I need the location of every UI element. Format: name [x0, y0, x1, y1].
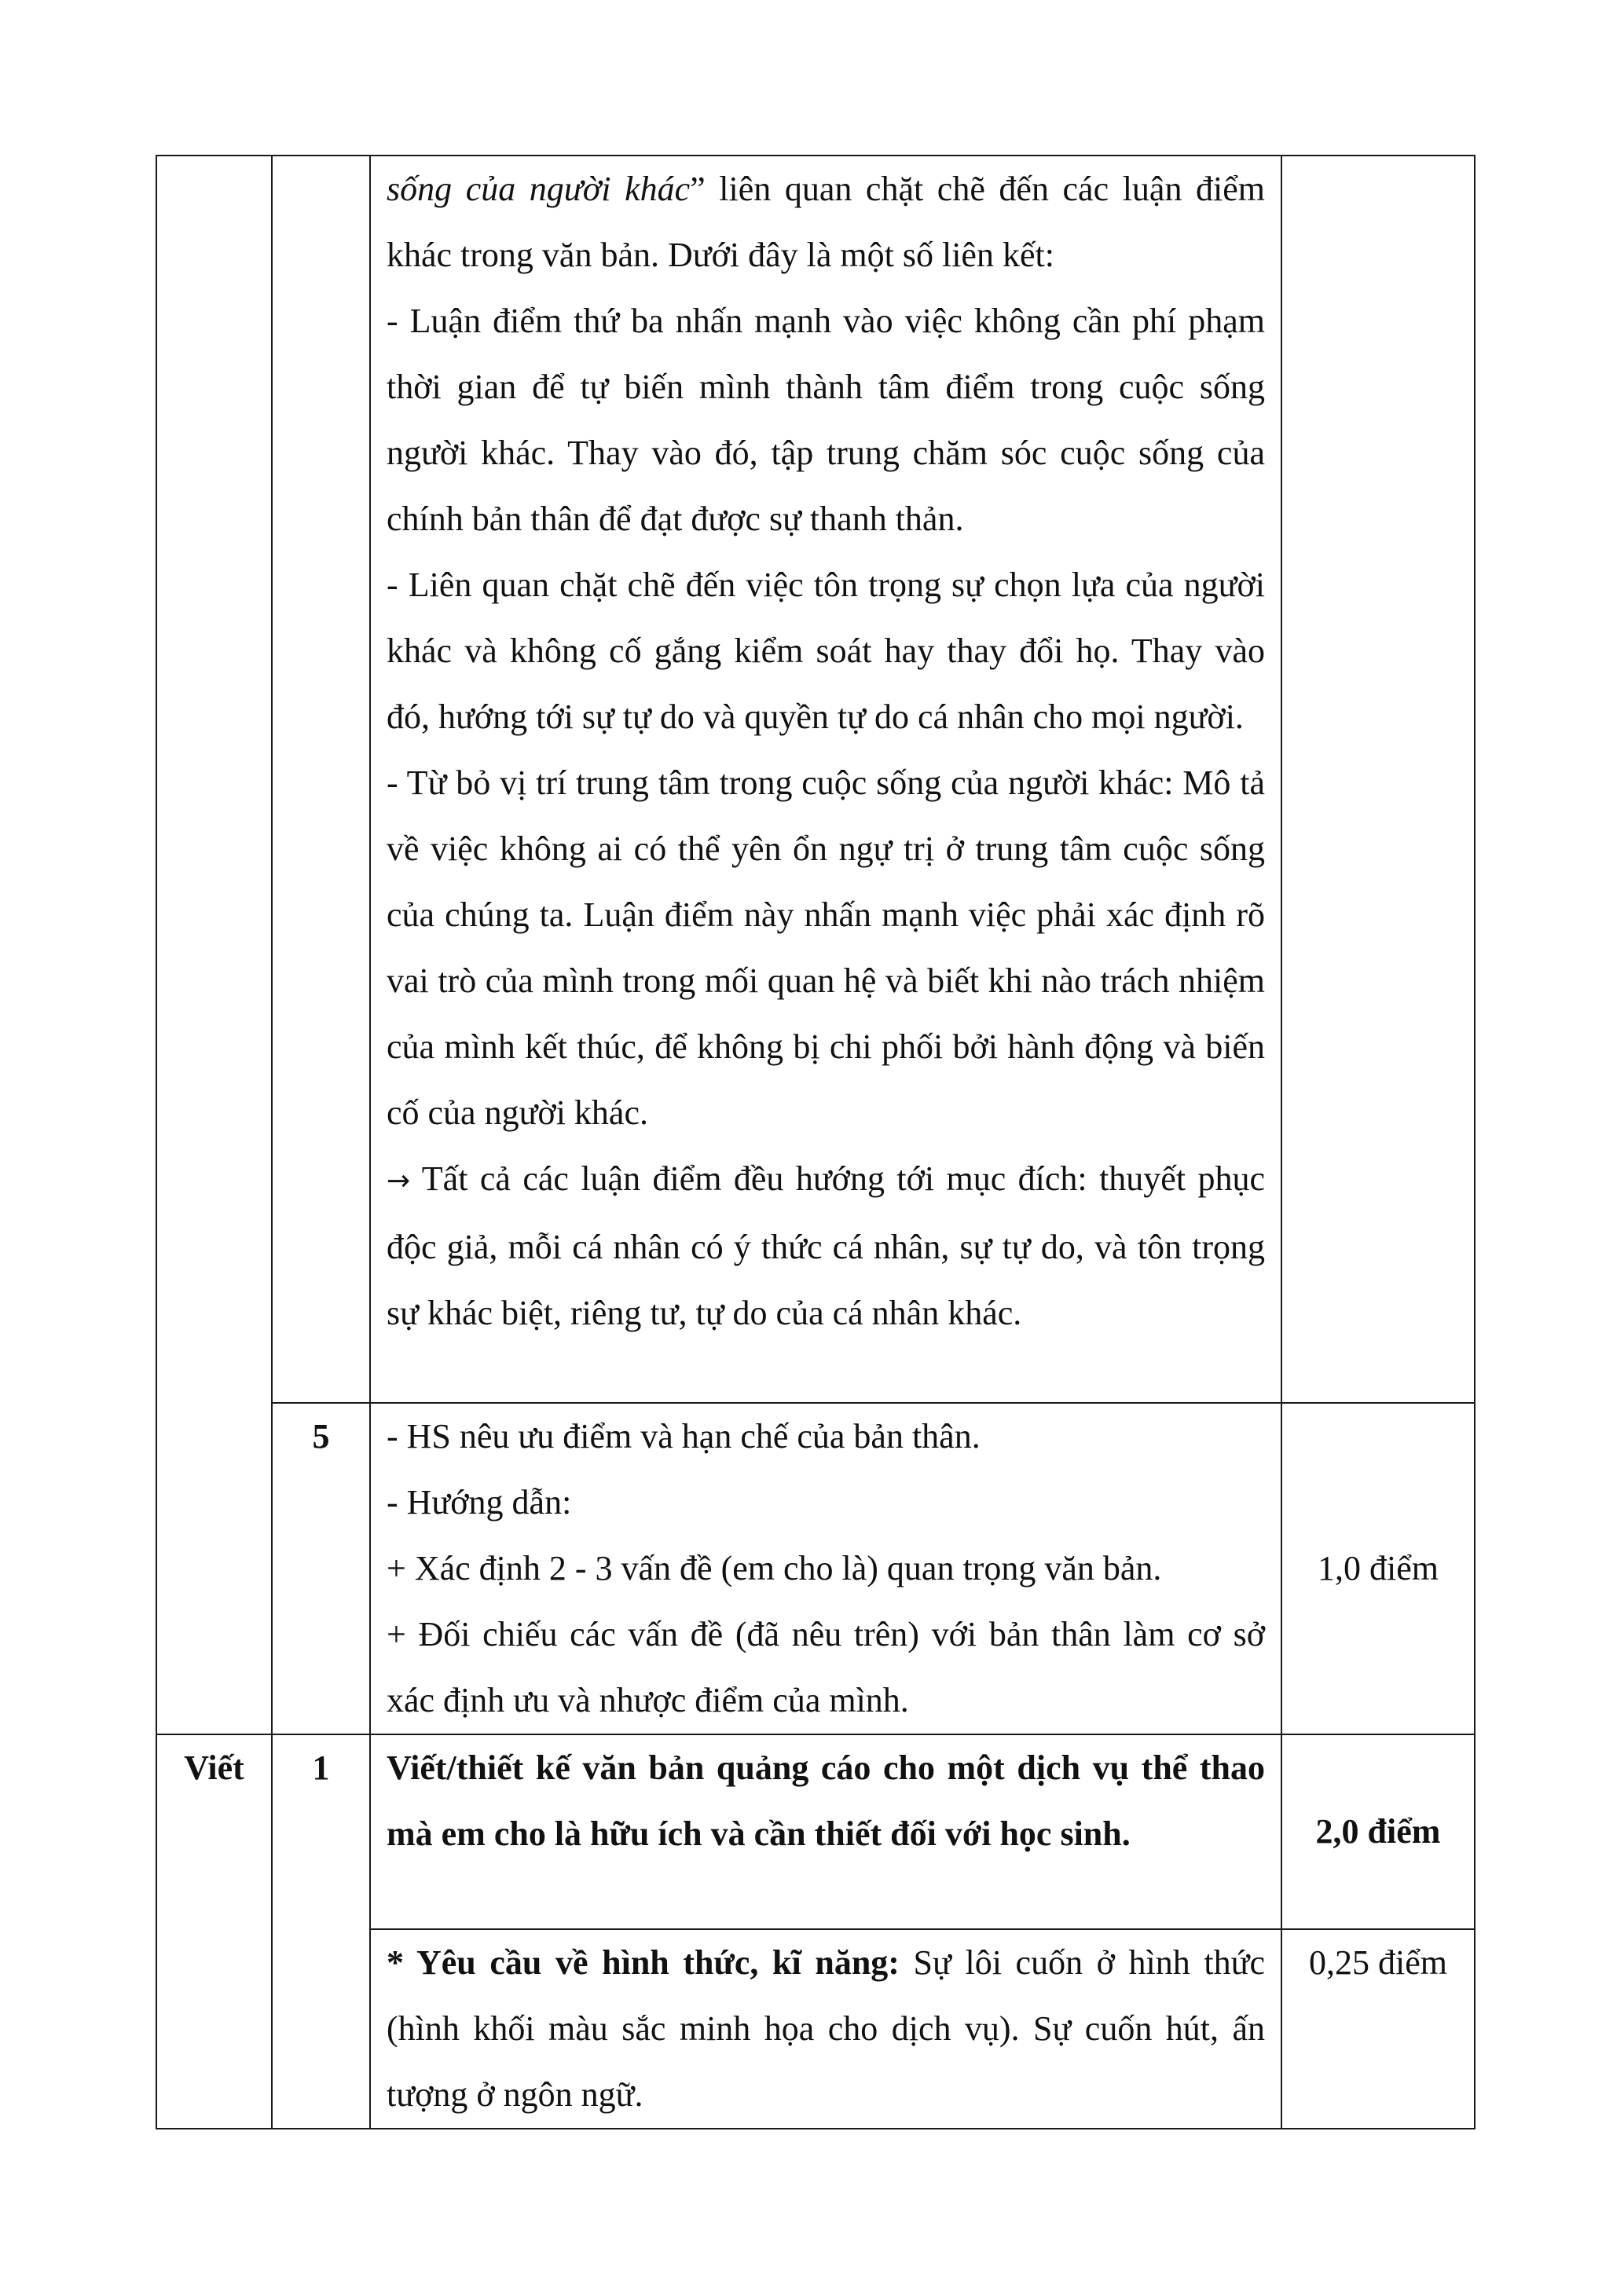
section-cell: Viết	[156, 1734, 272, 2129]
score-cell	[1281, 156, 1475, 1403]
score-cell: 2,0 điểm	[1281, 1734, 1475, 1929]
score-cell: 1,0 điểm	[1281, 1403, 1475, 1734]
writing-prompt-cell	[370, 1734, 1281, 1929]
question-number-cell	[272, 156, 370, 1403]
requirement-paragraph	[387, 1930, 1265, 2128]
question-number-cell: 5	[272, 1403, 370, 1734]
point-paragraph: - Luận điểm thứ ba nhấn mạnh vào việc không cần phí phạm thời gian để tự biến mình thành tâm điểm trong cuộc sống người khác. Thay vào đó, tập trung chăm sóc cuộc sống của chính bản thân để đạt được sự thanh thản.	[387, 302, 1265, 538]
intro-paragraph	[387, 156, 1265, 288]
requirement-text: Sự lôi cuốn ở hình thức (hình khối màu sắc minh họa cho dịch vụ). Sự cuốn hút, ấn tượng ở ngôn ngữ.	[387, 1943, 1265, 2114]
writing-prompt: Viết/thiết kế văn bản quảng cáo cho một dịch vụ thể thao mà em cho là hữu ích và cần thiết đối với học sinh.	[387, 1749, 1265, 1853]
section-cell	[156, 156, 272, 1734]
question-number-cell: 1	[272, 1734, 370, 2129]
requirement-cell	[370, 1929, 1281, 2129]
intro-italic-text: sống của người khác	[387, 170, 691, 208]
answer-line: - Hướng dẫn:	[387, 1483, 572, 1522]
conclusion-paragraph	[387, 1146, 1265, 1346]
answer-line: + Đối chiếu các vấn đề (đã nêu trên) với bản thân làm cơ sở xác định ưu và nhược điểm của mình.	[387, 1615, 1265, 1719]
table-row	[156, 1403, 1475, 1734]
score-cell: 0,25 điểm	[1281, 1929, 1475, 2129]
table-row	[156, 1734, 1475, 1929]
arrow-right-icon: →	[387, 1165, 411, 1197]
answer-content-cell	[370, 156, 1281, 1403]
answer-line: - HS nêu ưu điểm và hạn chế của bản thân.	[387, 1417, 981, 1456]
point-paragraph: - Từ bỏ vị trí trung tâm trong cuộc sống của người khác: Mô tả về việc không ai có thể yên ổn ngự trị ở trung tâm cuộc sống của chúng ta. Luận điểm này nhấn mạnh việc phải xác định rõ vai trò của mình trong mối quan hệ và biết khi nào trách nhiệm của mình kết thúc, để không bị chi phối bởi hành động và biến cố của người khác.	[387, 764, 1265, 1132]
answer-content-cell	[370, 1403, 1281, 1734]
grading-table	[156, 155, 1476, 2129]
point-paragraph: - Liên quan chặt chẽ đến việc tôn trọng sự chọn lựa của người khác và không cố gắng kiểm soát hay thay đổi họ. Thay vào đó, hướng tới sự tự do và quyền tự do cá nhân cho mọi người.	[387, 566, 1265, 736]
requirement-label: * Yêu cầu về hình thức, kĩ năng:	[387, 1943, 900, 1982]
conclusion-text: Tất cả các luận điểm đều hướng tới mục đích: thuyết phục độc giả, mỗi cá nhân có ý thức cá nhân, sự tự do, và tôn trọng sự khác biệt, riêng tư, tự do của cá nhân khác.	[387, 1159, 1265, 1332]
table-row	[156, 156, 1475, 1403]
answer-line: + Xác định 2 - 3 vấn đề (em cho là) quan trọng văn bản.	[387, 1549, 1162, 1587]
intro-text: ” liên quan chặt chẽ đến các luận điểm khác trong văn bản. Dưới đây là một số liên kết:	[387, 170, 1265, 274]
